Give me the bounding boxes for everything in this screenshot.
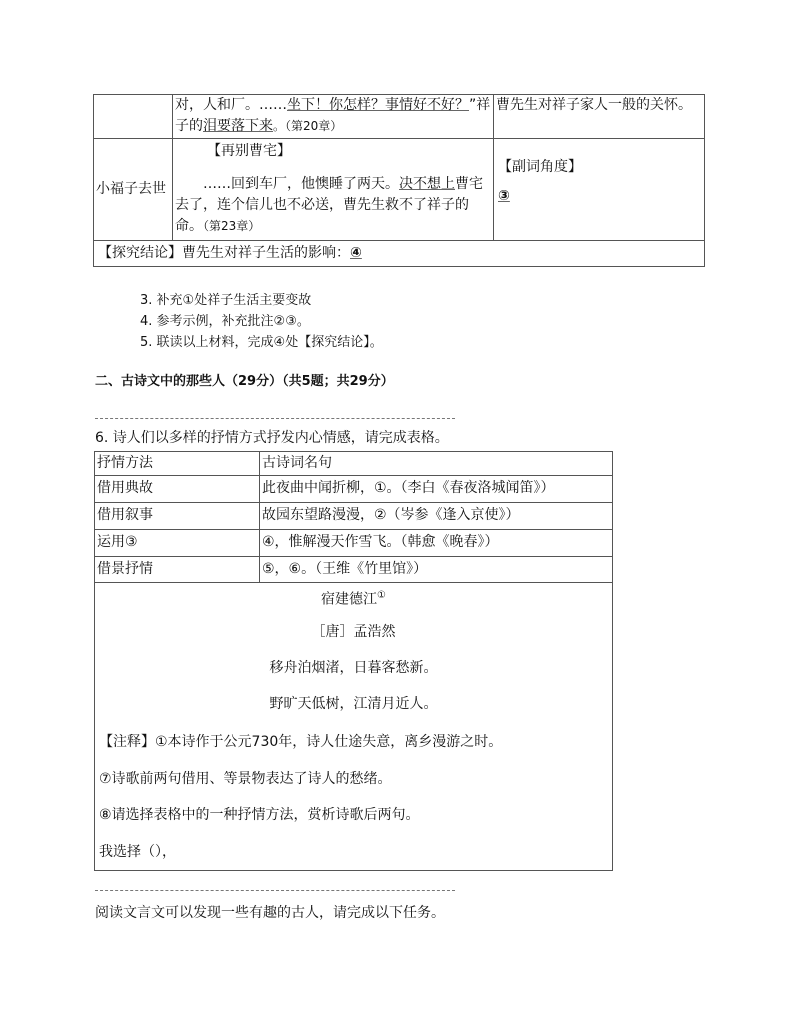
task-5: 5. 联读以上材料，完成④处【探究结论】。 bbox=[140, 335, 383, 350]
chapter-ref: （第23章） bbox=[203, 219, 261, 233]
table-row bbox=[94, 139, 705, 241]
poem-title-text: 宿建德江 bbox=[321, 591, 378, 608]
excerpt-underlined-text: 决不想上 bbox=[399, 176, 455, 192]
task-3: 3. 补充①处祥子生活主要变故 bbox=[140, 293, 312, 308]
verse-cell: 故园东望路漫漫，②（岑参《逢入京使》） bbox=[260, 503, 613, 530]
section-title: 二、古诗文中的那些人（29分）（共5题；共29分） bbox=[95, 374, 394, 389]
answer-choice-line: 我选择（）， bbox=[99, 844, 176, 860]
reading-table bbox=[93, 94, 705, 267]
column-header: 抒情方法 bbox=[95, 452, 260, 476]
annotation-heading: 【副词角度】 bbox=[498, 159, 582, 175]
table-cell-excerpt bbox=[173, 139, 494, 241]
table-row bbox=[95, 503, 613, 530]
table-header-row bbox=[95, 452, 613, 476]
question-7: ⑦诗歌前两句借用、等景物表达了诗人的愁绪。 bbox=[99, 771, 392, 787]
excerpt-text: 曹宅去了，连个信儿也不必送，曹先生救不了祥子的命。 bbox=[175, 176, 483, 234]
table-cell-excerpt bbox=[173, 95, 494, 139]
excerpt-underlined-text: 坐下！你怎样？事情好不好？ bbox=[287, 97, 469, 113]
poem-author: ［唐］孟浩然 bbox=[311, 624, 396, 640]
verse-cell: ④，惟解漫天作雪飞。（韩愈《晚春》） bbox=[260, 530, 613, 557]
method-cell: 运用③ bbox=[95, 530, 260, 557]
divider bbox=[95, 890, 455, 891]
table-cell-category bbox=[94, 139, 173, 241]
method-cell: 借景抒情 bbox=[95, 557, 260, 583]
excerpt-text: ……回到车厂，他懊睡了两天。 bbox=[203, 176, 399, 192]
conclusion-label: 【探究结论】曹先生对祥子生活的影响： bbox=[98, 245, 350, 261]
lyric-methods-table bbox=[94, 451, 613, 871]
chapter-ref: 。（第20章） bbox=[273, 119, 343, 133]
verse-cell: 此夜曲中闻折柳，①。（李白《春夜洛城闻笛》） bbox=[260, 476, 613, 503]
question-8: ⑧请选择表格中的一种抒情方法，赏析诗歌后两句。 bbox=[99, 807, 420, 823]
conclusion-cell bbox=[94, 241, 705, 267]
method-cell: 借用叙事 bbox=[95, 503, 260, 530]
poem-title-note-marker: ① bbox=[377, 590, 386, 601]
excerpt-underlined-text: 泪要落下来 bbox=[203, 118, 273, 134]
divider bbox=[95, 418, 455, 419]
excerpt-text: 对，人和厂。…… bbox=[175, 97, 287, 113]
verse-cell: ⑤，⑥。（王维《竹里馆》） bbox=[260, 557, 613, 583]
excerpt-text: ”祥子的 bbox=[175, 97, 491, 134]
blank-4: ④ bbox=[350, 245, 362, 261]
table-row bbox=[95, 557, 613, 583]
table-row bbox=[94, 241, 705, 267]
question-6-prompt: 6. 诗人们以多样的抒情方式抒发内心情感，请完成表格。 bbox=[95, 430, 449, 446]
poem-box bbox=[95, 583, 613, 871]
poem-title bbox=[95, 585, 612, 611]
category-label: 小福子去世 bbox=[96, 181, 166, 197]
poem-row bbox=[95, 583, 613, 871]
classical-chinese-intro: 阅读文言文可以发现一些有趣的古人，请完成以下任务。 bbox=[95, 905, 445, 921]
excerpt-body bbox=[175, 174, 491, 237]
poem-note: 【注释】①本诗作于公元730年，诗人仕途失意，离乡漫游之时。 bbox=[99, 734, 503, 750]
table-cell-category bbox=[94, 95, 173, 139]
table-row bbox=[95, 530, 613, 557]
table-cell-annotation bbox=[494, 95, 705, 139]
method-cell: 借用典故 bbox=[95, 476, 260, 503]
excerpt-heading: 【再别曹宅】 bbox=[207, 143, 291, 159]
column-header: 古诗词名句 bbox=[260, 452, 613, 476]
task-4: 4. 参考示例，补充批注②③。 bbox=[140, 314, 310, 329]
annotation-text: 曹先生对祥子家人一般的关怀。 bbox=[496, 97, 692, 113]
poem-line-2: 野旷天低树，江清月近人。 bbox=[269, 696, 438, 712]
table-cell-annotation bbox=[494, 139, 705, 241]
table-row bbox=[95, 476, 613, 503]
blank-3: ③ bbox=[498, 188, 510, 204]
poem-line-1: 移舟泊烟渚，日暮客愁新。 bbox=[269, 660, 438, 676]
table-row bbox=[94, 95, 705, 139]
